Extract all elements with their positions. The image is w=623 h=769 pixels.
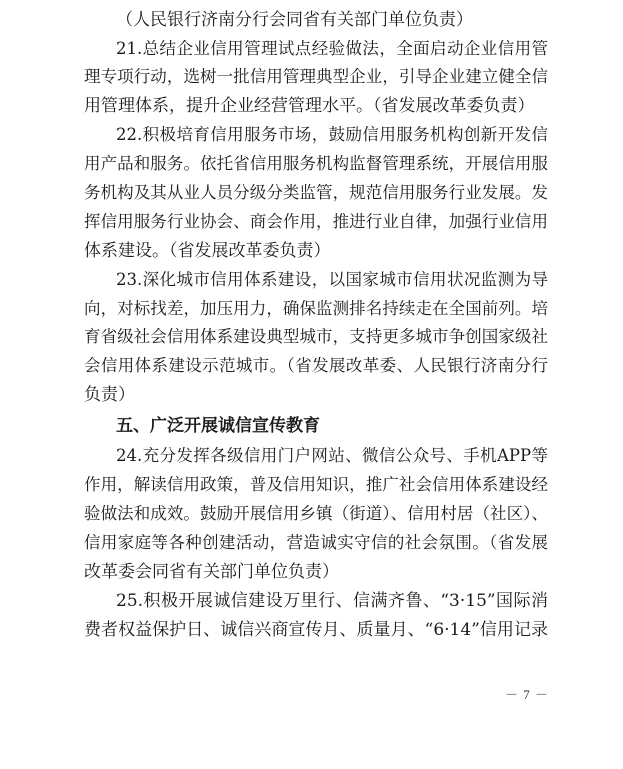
text-line: 21.总结企业信用管理试点经验做法，全面启动企业信用管 (116, 39, 548, 58)
text-line: 向，对标找差，加压用力，确保监测排名持续走在全国前列。培 (84, 299, 548, 318)
text-line: 24.充分发挥各级信用门户网站、微信公众号、手机APP等 (116, 446, 548, 465)
text-line: 费者权益保护日、诚信兴商宣传月、质量月、“6·14”信用记录 (84, 620, 548, 640)
page-number: － 7 － (505, 687, 550, 702)
text-line: 信用家庭等各种创建活动，营造诚实守信的社会氛围。（省发展 (84, 533, 548, 552)
text-line: 23.深化城市信用体系建设，以国家城市信用状况监测为导 (116, 270, 548, 289)
text-line: 挥信用服务行业协会、商会作用，推进行业自律，加强行业信用 (84, 212, 548, 231)
text-line: 作用，解读信用政策，普及信用知识，推广社会信用体系建设经 (84, 475, 548, 494)
text-line: 体系建设。（省发展改革委负责） (84, 241, 331, 261)
text-line: 改革委会同省有关部门单位负责） (84, 562, 339, 582)
section-heading: 五、广泛开展诚信宣传教育 (116, 416, 320, 436)
text-line: 22.积极培育信用服务市场，鼓励信用服务机构创新开发信 (116, 125, 548, 144)
text-line: 验做法和成效。鼓励开展信用乡镇（街道）、信用村居（社区）、 (84, 504, 548, 523)
text-line: （人民银行济南分行会同省有关部门单位负责） (116, 10, 473, 30)
text-line: 用管理体系，提升企业经营管理水平。（省发展改革委负责） (84, 96, 535, 116)
text-line: 负责） (84, 385, 135, 405)
text-line: 用产品和服务。依托省信用服务机构监督管理系统，开展信用服 (84, 154, 548, 173)
text-line: 会信用体系建设示范城市。（省发展改革委、人民银行济南分行 (84, 356, 548, 375)
text-line: 务机构及其从业人员分级分类监管，规范信用服务行业发展。发 (84, 183, 548, 202)
text-line: 25.积极开展诚信建设万里行、信满齐鲁、“3·15”国际消 (116, 591, 548, 611)
text-line: 育省级社会信用体系建设典型城市，支持更多城市争创国家级社 (84, 327, 548, 346)
text-line: 理专项行动，选树一批信用管理典型企业，引导企业建立健全信 (84, 67, 548, 86)
